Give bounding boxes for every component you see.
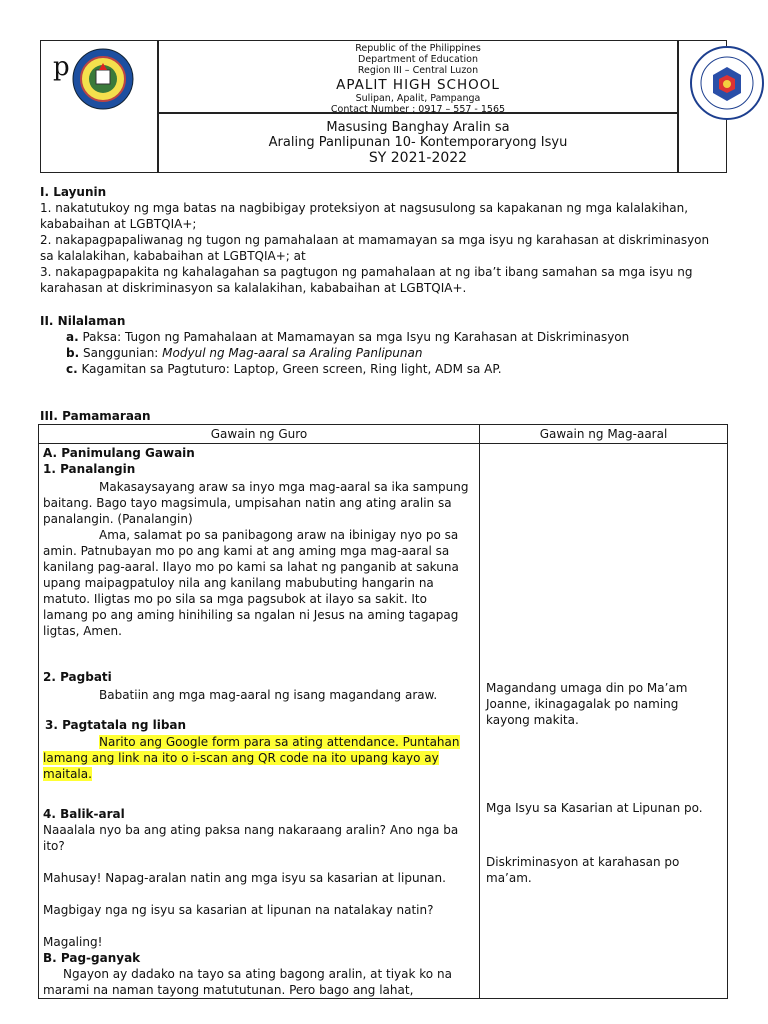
item-b-prefix: Sanggunian:	[82, 346, 159, 360]
student-response-balik-1: Mga Isyu sa Kasarian at Lipunan po.	[486, 801, 703, 815]
objective-3-line-2: karahasan at diskriminasyon sa kalalakihan, kababaihan at LGBTQIA+.	[40, 281, 467, 295]
lesson-title	[158, 120, 678, 166]
procedure-heading: III. Pamamaraan	[40, 409, 151, 423]
balik-aral-response-1: Mahusay! Napag-aralan natin ang mga isyu sa kasarian at lipunan.	[43, 871, 446, 885]
student-activities-cell	[480, 444, 728, 999]
balik-aral-heading: 4. Balik-aral	[43, 807, 125, 821]
highlighted-attendance-text: Narito ang Google form para sa ating attendance. Puntahan lamang ang link na ito o i-scan ang QR code na ito upang kayo ay maitala.	[43, 735, 460, 781]
content-item-c	[40, 361, 730, 377]
school-name: APALIT HIGH SCHOOL	[336, 77, 500, 93]
pagtatala-text	[43, 733, 475, 782]
pagganyak-text: Ngayon ay dadako na tayo sa ating bagong aralin, at tiyak ko na marami na naman tayong matututunan. Pero bago ang lahat,	[43, 967, 452, 997]
item-b-label: b.	[66, 346, 80, 360]
item-b-text: Modyul ng Mag-aaral sa Araling Panlipunan	[162, 346, 423, 360]
col-header-teacher: Gawain ng Guro	[39, 425, 480, 444]
table-row	[39, 444, 728, 999]
objectives-section	[40, 184, 730, 296]
student-response-pagbati: Magandang umaga din po Ma’am Joanne, ikinagagalak po naming kayong makita.	[486, 681, 688, 727]
title-line-2: Araling Panlipunan 10- Kontemporaryong Isyu	[268, 135, 568, 150]
department-line: Department of Education	[358, 54, 478, 65]
balik-aral-question-1: Naaalala nyo ba ang ating paksa nang nakaraang aralin? Ano nga ba ito?	[43, 823, 459, 853]
procedure-table	[38, 424, 728, 999]
student-response-balik-2: Diskriminasyon at karahasan po ma’am.	[486, 855, 680, 885]
col-header-student: Gawain ng Mag-aaral	[480, 425, 728, 444]
panalangin-paragraph-1: Makasaysayang araw sa inyo mga mag-aaral sa ika sampung baitang. Bago tayo magsimula, umpisahan natin ang ating aralin sa panalangin. (Panalangin)	[43, 480, 469, 526]
panalangin-paragraph-2: Ama, salamat po sa panibagong araw na ibinigay nyo po sa amin. Patnubayan mo po ang kami at ang aming mga mag-aaral sa kanilang pag-aaral. Ilayo mo po kami sa lahat ng panganib at sakuna upang maipagpatuloy nila ang kanilang mabubuting hangarin na matuto. Iligtas mo po sila sa mga pagsubok at ilayo sa sakit. Ito lamang po ang aming hinihiling sa ngalan ni Jesus na aming tagapag ligtas, Amen.	[43, 528, 459, 638]
balik-aral-response-2: Magaling!	[43, 935, 103, 949]
objectives-heading: I. Layunin	[40, 185, 107, 199]
svg-text:p: p	[53, 52, 70, 82]
panalangin-heading: 1. Panalangin	[43, 462, 136, 476]
pagbati-heading: 2. Pagbati	[43, 670, 112, 684]
balik-aral-question-2: Magbigay nga ng isyu sa kasarian at lipunan na natalakay natin?	[43, 903, 434, 917]
objective-1-line-1: 1. nakatutukoy ng mga batas na nagbibigay proteksiyon at nagsusulong sa kapakanan ng mga kalalakihan,	[40, 201, 689, 215]
title-line-1: Masusing Banghay Aralin sa	[326, 120, 510, 135]
pagbati-text: Babatiin ang mga mag-aaral ng isang magandang araw.	[99, 688, 438, 702]
school-address: Sulipan, Apalit, Pampanga	[355, 93, 481, 104]
item-a-label: a.	[66, 330, 79, 344]
republic-line: Republic of the Philippines	[355, 43, 481, 54]
deped-seal	[689, 45, 765, 121]
teacher-activities-cell	[39, 444, 480, 999]
objective-3-line-1: 3. nakapagpapakita ng kahalagahan sa pagtugon ng pamahalaan at ng iba’t ibang samahan sa mga isyu ng	[40, 265, 693, 279]
content-item-b	[40, 345, 730, 361]
item-c-text: Kagamitan sa Pagtuturo: Laptop, Green screen, Ring light, ADM sa AP.	[81, 362, 502, 376]
school-logo	[51, 45, 151, 111]
contact-number: Contact Number : 0917 – 557 - 1565	[330, 104, 506, 115]
objective-1-line-2: kababaihan at LGBTQIA+;	[40, 217, 197, 231]
school-year: SY 2021-2022	[368, 150, 468, 166]
content-heading: II. Nilalaman	[40, 314, 126, 328]
objective-2-line-1: 2. nakapagpapaliwanag ng tugon ng pamahalaan at mamamayan sa mga isyu ng karahasan at diskriminasyon	[40, 233, 710, 247]
region-line: Region III – Central Luzon	[357, 65, 479, 76]
pagtatala-heading: 3. Pagtatala ng liban	[45, 718, 187, 732]
letterhead	[40, 40, 727, 173]
content-section	[40, 313, 730, 377]
content-item-a	[40, 329, 730, 345]
letterhead-text	[158, 41, 678, 115]
objective-2-line-2: sa kalalakihan, kababaihan at LGBTQIA+; at	[40, 249, 306, 263]
item-c-label: c.	[66, 362, 78, 376]
section-a-heading: A. Panimulang Gawain	[43, 446, 195, 460]
item-a-text: Paksa: Tugon ng Pamahalaan at Mamamayan sa mga Isyu ng Karahasan at Diskriminasyon	[82, 330, 630, 344]
section-b-heading: B. Pag-ganyak	[43, 951, 141, 965]
table-header-row	[39, 425, 728, 444]
